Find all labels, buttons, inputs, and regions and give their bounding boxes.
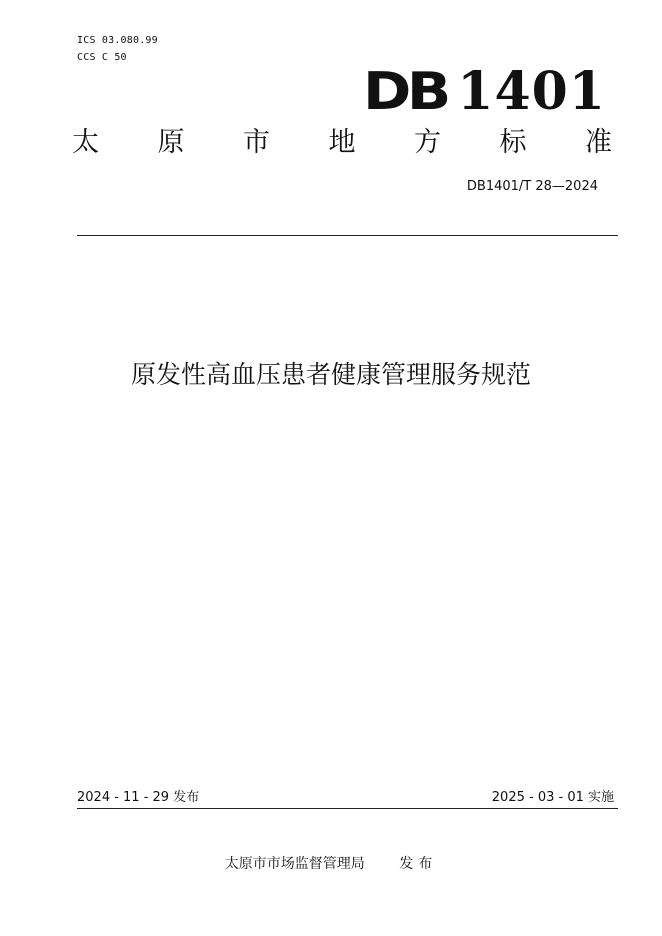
standard-category-char: 标: [499, 127, 527, 158]
implement-date: 2025 - 03 - 01 实施: [491, 790, 614, 805]
issue-action: 发布: [399, 856, 438, 872]
issuer-line: [0, 855, 662, 873]
ics-code: ICS 03.080.99: [77, 35, 158, 46]
bottom-divider: [77, 808, 618, 809]
issuer-name: 太原市市场监督管理局: [224, 856, 365, 872]
standard-category-char: 地: [328, 127, 356, 158]
ccs-code: CCS C 50: [77, 52, 127, 63]
standard-category-char: 市: [243, 127, 270, 158]
standard-category: [72, 126, 612, 160]
top-divider: [77, 235, 618, 236]
standard-category-char: 原: [157, 127, 185, 158]
issue-date: 2024 - 11 - 29 发布: [77, 790, 200, 805]
document-title: 原发性高血压患者健康管理服务规范: [130, 360, 531, 389]
standard-category-char: 方: [414, 127, 441, 158]
db-logo-prefix: DB: [363, 62, 448, 122]
db-logo-number: 1401: [457, 61, 606, 122]
standard-number: DB1401/T 28—2024: [466, 179, 598, 194]
standard-category-char: 太: [72, 127, 99, 158]
db-logo: [363, 61, 606, 122]
standard-category-char: 准: [585, 127, 612, 158]
